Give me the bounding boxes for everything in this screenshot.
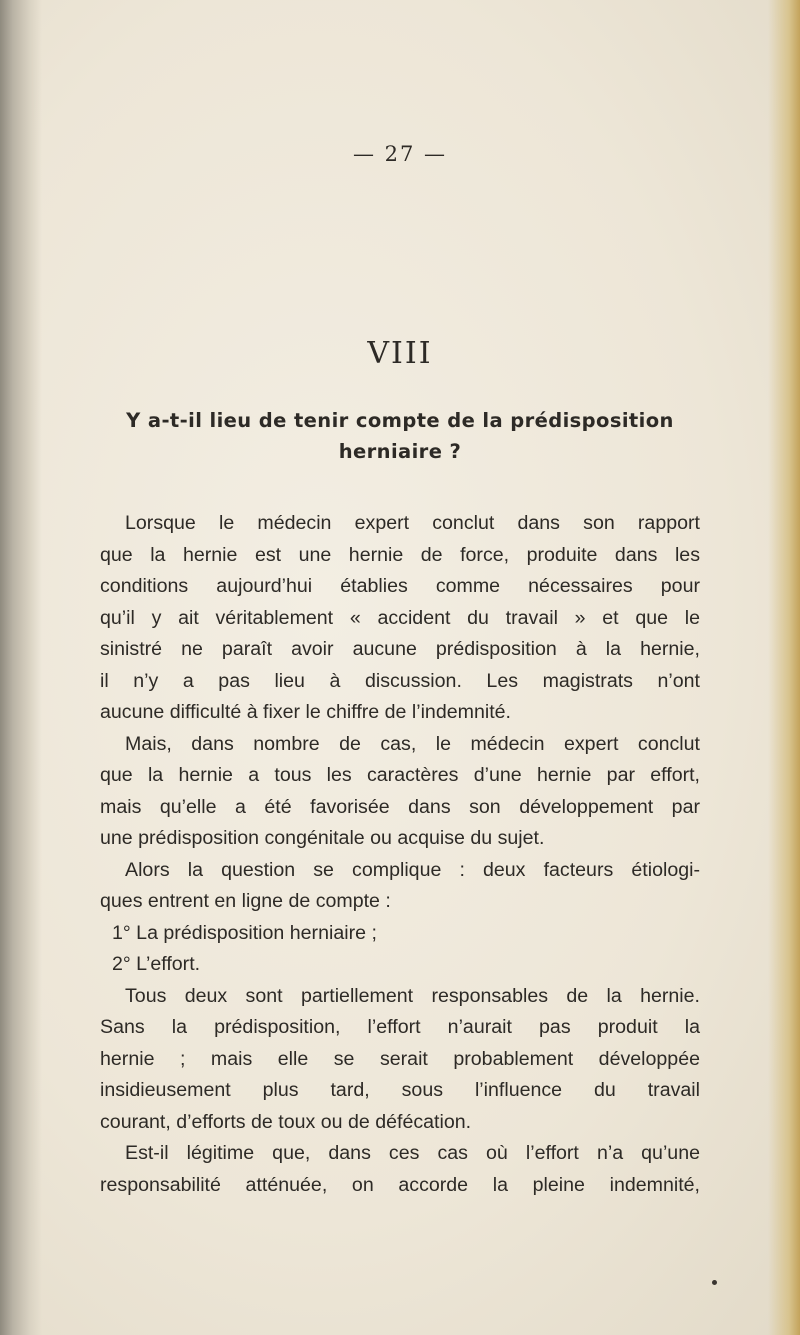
heading-line-1: Y a-t-il lieu de tenir compte de la prédisposition	[126, 409, 674, 432]
text-line: courant, d’efforts de toux ou de défécation.	[100, 1110, 472, 1133]
text-line: qu’il y ait véritablement « accident du travail » et que le	[100, 606, 700, 629]
text-line: que la hernie est une hernie de force, produite dans les	[100, 543, 700, 566]
text-line: Alors la question se complique : deux facteurs étiologi-	[125, 858, 700, 881]
text-line: Mais, dans nombre de cas, le médecin expert conclut	[125, 732, 700, 755]
page-edge-stain	[768, 0, 800, 1335]
text-line: mais qu’elle a été favorisée dans son développement par	[100, 795, 700, 818]
chapter-numeral: VIII	[367, 336, 433, 371]
body-text	[100, 508, 700, 1201]
text-line: il n’y a pas lieu à discussion. Les magistrats n’ont	[100, 669, 700, 692]
list-item: 1° La prédisposition herniaire ;	[112, 921, 377, 944]
binding-shadow	[0, 0, 42, 1335]
text-line: Lorsque le médecin expert conclut dans son rapport	[125, 512, 700, 534]
text-line: sinistré ne paraît avoir aucune prédisposition à la hernie,	[100, 638, 700, 660]
text-line: conditions aujourd’hui établies comme nécessaires pour	[100, 575, 700, 597]
heading-line-2: herniaire ?	[338, 440, 462, 463]
text-line: hernie ; mais elle se serait probablement développée	[100, 1047, 700, 1070]
text-line: Est-il légitime que, dans ces cas où l’effort n’a qu’une	[125, 1142, 700, 1164]
text-line: insidieusement plus tard, sous l’influence du travail	[100, 1079, 700, 1101]
list-item: 2° L’effort.	[112, 953, 201, 975]
text-line: aucune difficulté à fixer le chiffre de l’indemnité.	[100, 701, 511, 723]
text-line: que la hernie a tous les caractères d’une hernie par effort,	[100, 764, 700, 786]
text-line: une prédisposition congénitale ou acquise du sujet.	[100, 827, 545, 849]
text-line: Sans la prédisposition, l’effort n’aurait pas produit la	[100, 1016, 700, 1038]
text-line: Tous deux sont partiellement responsables de la hernie.	[125, 984, 700, 1007]
section-heading	[100, 405, 700, 467]
page-number: — 27 —	[352, 142, 448, 166]
ink-speck	[712, 1280, 717, 1285]
text-line: responsabilité atténuée, on accorde la pleine indemnité,	[100, 1173, 700, 1196]
text-line: ques entrent en ligne de compte :	[100, 890, 391, 912]
